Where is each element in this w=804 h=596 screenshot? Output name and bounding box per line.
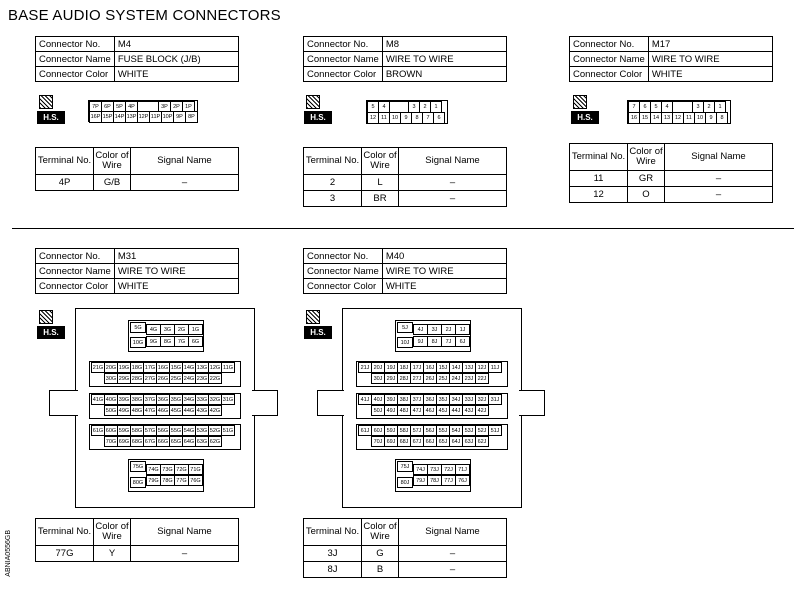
- pin-cell: 68J: [397, 436, 411, 447]
- pin-cell: 8J: [427, 336, 442, 347]
- pin-cell: 39G: [117, 394, 131, 405]
- terminal-table-m40: Terminal No. Color of Wire Signal Name 3J G – 8J B –: [303, 518, 507, 578]
- pin-cell: 32J: [475, 394, 489, 405]
- pin-cell: 54J: [449, 425, 463, 436]
- pin-cell: 14P: [113, 111, 126, 123]
- pin-cell: 17J: [410, 362, 424, 373]
- pin-cell: 20J: [371, 362, 385, 373]
- pin-cell: 40G: [104, 394, 118, 405]
- pin-cell: 46J: [423, 405, 437, 416]
- connector-color: WHITE: [648, 67, 772, 82]
- pin-cell: 50G: [104, 405, 118, 416]
- pin-cell: 57G: [143, 425, 157, 436]
- connector-name: FUSE BLOCK (J/B): [114, 52, 238, 67]
- pin-cell: 7: [422, 112, 434, 124]
- connector-info-m17: Connector No. M17 Connector Name WIRE TO WIRE Connector Color WHITE: [569, 36, 773, 82]
- pin-cell: 25G: [169, 373, 183, 384]
- pin-cell: 74G: [146, 464, 161, 475]
- pin-cell: 10: [694, 112, 706, 124]
- pin-cell: 62J: [475, 436, 489, 447]
- pin-cell: 79J: [413, 475, 428, 486]
- pin-cell: 37J: [410, 394, 424, 405]
- pin-cell: 49J: [384, 405, 398, 416]
- pin-cell: 55G: [169, 425, 183, 436]
- hs-icon: H.S.: [37, 95, 65, 123]
- pin-cell: 56J: [423, 425, 437, 436]
- pin-cell: 41G: [91, 394, 105, 405]
- pin-cell: 2: [703, 101, 715, 113]
- pin-cell: 12P: [137, 111, 150, 123]
- table-row: 77G Y –: [36, 546, 239, 562]
- pin-cell: 56G: [156, 425, 170, 436]
- connector-info-m8: Connector No. M8 Connector Name WIRE TO WIRE Connector Color BROWN: [303, 36, 507, 82]
- pin-cell: 34J: [449, 394, 463, 405]
- pin-cell: 12G: [208, 362, 222, 373]
- pin-cell: 47G: [143, 405, 157, 416]
- connector-no: M4: [114, 37, 238, 52]
- pin-cell: 5G: [130, 322, 146, 333]
- pin-cell: 5: [650, 101, 662, 113]
- pin-cell: 22J: [475, 373, 489, 384]
- pin-cell: 23J: [462, 373, 476, 384]
- pin-cell: 15: [639, 112, 651, 124]
- pin-cell: 23G: [195, 373, 209, 384]
- pin-cell: 45J: [436, 405, 450, 416]
- pin-cell: 51J: [488, 425, 502, 436]
- pin-cell: 69G: [117, 436, 131, 447]
- pin-cell: 26G: [156, 373, 170, 384]
- pin-cell: 9P: [173, 111, 186, 123]
- pin-cell: 8: [716, 112, 728, 124]
- pin-cell: 8: [411, 112, 423, 124]
- pin-cell: 7P: [89, 101, 102, 113]
- pin-cell: 53J: [462, 425, 476, 436]
- pin-cell: 11J: [488, 362, 502, 373]
- connector-name: WIRE TO WIRE: [114, 264, 238, 279]
- connector-color: WHITE: [114, 279, 238, 294]
- pin-cell: 58J: [397, 425, 411, 436]
- page-title: BASE AUDIO SYSTEM CONNECTORS: [8, 7, 281, 24]
- table-row: 8J B –: [304, 562, 507, 578]
- pin-cell: 4: [661, 101, 673, 113]
- pin-cell: 9: [400, 112, 412, 124]
- pin-cell: 46G: [156, 405, 170, 416]
- pin-cell: 49G: [117, 405, 131, 416]
- pin-cell: 11P: [149, 111, 162, 123]
- pin-cell: 50J: [371, 405, 385, 416]
- pin-cell: 20G: [104, 362, 118, 373]
- pin-cell: 9G: [146, 336, 161, 347]
- pin-cell: 11G: [221, 362, 235, 373]
- pin-cell: 33G: [195, 394, 209, 405]
- pin-cell: 70J: [371, 436, 385, 447]
- pin-cell: 1P: [182, 101, 195, 113]
- pin-cell: 12: [367, 112, 379, 124]
- pin-cell: 24G: [182, 373, 196, 384]
- pin-cell: 3J: [427, 324, 442, 335]
- connector-name: WIRE TO WIRE: [382, 264, 506, 279]
- pin-cell: 80J: [397, 477, 413, 488]
- pin-cell: 51G: [221, 425, 235, 436]
- pin-cell: 61J: [358, 425, 372, 436]
- table-row: 11 GR –: [570, 171, 773, 187]
- pin-cell: 14G: [182, 362, 196, 373]
- pin-cell: 71J: [455, 464, 470, 475]
- pin-cell: 35J: [436, 394, 450, 405]
- connector-info-m4: Connector No. M4 Connector Name FUSE BLOCK (J/B) Connector Color WHITE: [35, 36, 239, 82]
- pin-cell: 43G: [195, 405, 209, 416]
- pin-cell: 10G: [130, 337, 146, 348]
- pin-cell: 4J: [413, 324, 428, 335]
- pin-cell: 2P: [170, 101, 183, 113]
- pin-cell: 19G: [117, 362, 131, 373]
- terminal-table-m17: Terminal No. Color of Wire Signal Name 11 GR – 12 O –: [569, 143, 773, 203]
- terminal-table-m31: Terminal No. Color of Wire Signal Name 77G Y –: [35, 518, 239, 562]
- connector-name: WIRE TO WIRE: [382, 52, 506, 67]
- figure-code: ABNIA0556GB: [5, 530, 12, 577]
- pin-cell: 7G: [174, 336, 189, 347]
- pin-cell: 21J: [358, 362, 372, 373]
- m17-connector-face: [627, 100, 731, 124]
- hs-icon: H.S.: [304, 95, 332, 123]
- pin-cell: 63G: [195, 436, 209, 447]
- pin-cell: 4P: [125, 101, 138, 113]
- pin-cell: 6P: [101, 101, 114, 113]
- connector-color: WHITE: [114, 67, 238, 82]
- pin-cell: 76G: [188, 475, 203, 486]
- pin-cell: 1: [714, 101, 726, 113]
- pin-cell: 11: [378, 112, 390, 124]
- m40-latch-right: [519, 390, 545, 416]
- pin-cell: 4G: [146, 324, 161, 335]
- section-divider: [12, 228, 794, 229]
- pin-cell: 16J: [423, 362, 437, 373]
- connector-color: WHITE: [382, 279, 506, 294]
- pin-cell: 10J: [397, 337, 413, 348]
- pin-cell: 2J: [441, 324, 456, 335]
- pin-cell: 22G: [208, 373, 222, 384]
- pin-cell: 37G: [143, 394, 157, 405]
- pin-cell: 1: [430, 101, 442, 113]
- pin-cell: 33J: [462, 394, 476, 405]
- pin-cell: 65G: [169, 436, 183, 447]
- pin-cell: 42G: [208, 405, 222, 416]
- pin-cell: 40J: [371, 394, 385, 405]
- table-row: 4P G/B –: [36, 175, 239, 191]
- hs-icon: H.S.: [571, 95, 599, 123]
- pin-cell: 80G: [130, 477, 146, 488]
- pin-cell: 24J: [449, 373, 463, 384]
- pin-cell: 17G: [143, 362, 157, 373]
- pin-cell: 1J: [455, 324, 470, 335]
- pin-cell: 3: [692, 101, 704, 113]
- pin-cell: 57J: [410, 425, 424, 436]
- pin-cell: 64J: [449, 436, 463, 447]
- pin-cell: 78G: [160, 475, 175, 486]
- table-row: 3J G –: [304, 546, 507, 562]
- pin-cell: 32G: [208, 394, 222, 405]
- pin-cell: 6G: [188, 336, 203, 347]
- pin-cell: 13: [661, 112, 673, 124]
- pin-cell: 34G: [182, 394, 196, 405]
- table-row: 3 BR –: [304, 191, 507, 207]
- pin-cell: 62G: [208, 436, 222, 447]
- pin-cell: 38J: [397, 394, 411, 405]
- pin-cell: 19J: [384, 362, 398, 373]
- pin-cell: 73J: [427, 464, 442, 475]
- pin-cell: 41J: [358, 394, 372, 405]
- pin-cell: 29J: [384, 373, 398, 384]
- pin-cell: 54G: [182, 425, 196, 436]
- pin-cell: 72G: [174, 464, 189, 475]
- hs-icon: H.S.: [304, 310, 332, 338]
- pin-cell: 15J: [436, 362, 450, 373]
- pin-cell: 60J: [371, 425, 385, 436]
- pin-cell: 5J: [397, 322, 413, 333]
- pin-cell: 67J: [410, 436, 424, 447]
- m31-latch-left: [49, 390, 78, 416]
- pin-cell: 13G: [195, 362, 209, 373]
- pin-cell: 11: [683, 112, 695, 124]
- pin-cell: 66J: [423, 436, 437, 447]
- terminal-table-m8: Terminal No. Color of Wire Signal Name 2 L – 3 BR –: [303, 147, 507, 207]
- connector-info-m40: Connector No. M40 Connector Name WIRE TO WIRE Connector Color WHITE: [303, 248, 507, 294]
- pin-cell: 44J: [449, 405, 463, 416]
- pin-cell: 25J: [436, 373, 450, 384]
- pin-cell: 16G: [156, 362, 170, 373]
- pin-cell: 48J: [397, 405, 411, 416]
- pin-cell: 78J: [427, 475, 442, 486]
- pin-cell: 10P: [161, 111, 174, 123]
- pin-cell: 30J: [371, 373, 385, 384]
- pin-cell: 28J: [397, 373, 411, 384]
- m4-connector-face: [88, 100, 198, 122]
- pin-cell: 36G: [156, 394, 170, 405]
- pin-cell: 77G: [174, 475, 189, 486]
- pin-cell: 1G: [188, 324, 203, 335]
- connector-no: M31: [114, 249, 238, 264]
- connector-name: WIRE TO WIRE: [648, 52, 772, 67]
- pin-cell: 8G: [160, 336, 175, 347]
- pin-cell: 71G: [188, 464, 203, 475]
- pin-cell: 18G: [130, 362, 144, 373]
- pin-cell: 3G: [160, 324, 175, 335]
- pin-cell: 16: [628, 112, 640, 124]
- pin-cell: 3P: [158, 101, 171, 113]
- m40-latch-left: [317, 390, 344, 416]
- pin-cell: 45G: [169, 405, 183, 416]
- pin-cell: 59J: [384, 425, 398, 436]
- pin-cell: 12: [672, 112, 684, 124]
- pin-cell: 63J: [462, 436, 476, 447]
- pin-cell: 76J: [455, 475, 470, 486]
- pin-cell: 53G: [195, 425, 209, 436]
- m8-connector-face: [366, 100, 448, 124]
- pin-cell: 43J: [462, 405, 476, 416]
- pin-cell: 70G: [104, 436, 118, 447]
- pin-cell: 13P: [125, 111, 138, 123]
- pin-cell: 77J: [441, 475, 456, 486]
- pin-cell: 65J: [436, 436, 450, 447]
- pin-cell: 79G: [146, 475, 161, 486]
- pin-cell: 5P: [113, 101, 126, 113]
- pin-cell: 27G: [143, 373, 157, 384]
- pin-cell: 8P: [185, 111, 198, 123]
- m31-latch-right: [252, 390, 278, 416]
- pin-cell: 47J: [410, 405, 424, 416]
- pin-cell: 21G: [91, 362, 105, 373]
- pin-cell: 6J: [455, 336, 470, 347]
- pin-cell: 2G: [174, 324, 189, 335]
- pin-cell: 52G: [208, 425, 222, 436]
- connector-info-m31: Connector No. M31 Connector Name WIRE TO WIRE Connector Color WHITE: [35, 248, 239, 294]
- pin-cell: 29G: [117, 373, 131, 384]
- pin-cell: 75G: [130, 461, 146, 472]
- pin-cell: 31G: [221, 394, 235, 405]
- pin-cell: 6: [639, 101, 651, 113]
- pin-cell: 61G: [91, 425, 105, 436]
- connector-no: M40: [382, 249, 506, 264]
- pin-cell: 12J: [475, 362, 489, 373]
- pin-cell: 9J: [413, 336, 428, 347]
- pin-cell: 64G: [182, 436, 196, 447]
- pin-cell: 73G: [160, 464, 175, 475]
- pin-cell: 14: [650, 112, 662, 124]
- pin-cell: 13J: [462, 362, 476, 373]
- pin-cell: 7J: [441, 336, 456, 347]
- pin-cell: 26J: [423, 373, 437, 384]
- pin-cell: 75J: [397, 461, 413, 472]
- pin-cell: 67G: [143, 436, 157, 447]
- pin-cell: 59G: [117, 425, 131, 436]
- pin-cell: 72J: [441, 464, 456, 475]
- pin-cell: 31J: [488, 394, 502, 405]
- pin-cell: 35G: [169, 394, 183, 405]
- pin-cell: 7: [628, 101, 640, 113]
- pin-cell: 38G: [130, 394, 144, 405]
- table-row: 2 L –: [304, 175, 507, 191]
- pin-cell: 16P: [89, 111, 102, 123]
- pin-cell: 28G: [130, 373, 144, 384]
- pin-cell: 2: [419, 101, 431, 113]
- pin-cell: 55J: [436, 425, 450, 436]
- pin-cell: 4: [378, 101, 390, 113]
- pin-cell: 3: [408, 101, 420, 113]
- pin-cell: 68G: [130, 436, 144, 447]
- pin-cell: 44G: [182, 405, 196, 416]
- pin-cell: 48G: [130, 405, 144, 416]
- terminal-table-m4: Terminal No. Color of Wire Signal Name 4P G/B –: [35, 147, 239, 191]
- pin-cell: 60G: [104, 425, 118, 436]
- table-row: 12 O –: [570, 187, 773, 203]
- pin-cell: 10: [389, 112, 401, 124]
- pin-cell: 9: [705, 112, 717, 124]
- pin-cell: 5: [367, 101, 379, 113]
- pin-cell: 6: [433, 112, 445, 124]
- pin-cell: 58G: [130, 425, 144, 436]
- connector-no: M17: [648, 37, 772, 52]
- pin-cell: 74J: [413, 464, 428, 475]
- pin-cell: 27J: [410, 373, 424, 384]
- pin-cell: 66G: [156, 436, 170, 447]
- pin-cell: 18J: [397, 362, 411, 373]
- pin-cell: 15P: [101, 111, 114, 123]
- connector-color: BROWN: [382, 67, 506, 82]
- hs-icon: H.S.: [37, 310, 65, 338]
- pin-cell: 42J: [475, 405, 489, 416]
- pin-cell: 30G: [104, 373, 118, 384]
- pin-cell: 36J: [423, 394, 437, 405]
- pin-cell: 15G: [169, 362, 183, 373]
- pin-cell: 52J: [475, 425, 489, 436]
- pin-cell: 69J: [384, 436, 398, 447]
- pin-cell: 14J: [449, 362, 463, 373]
- pin-cell: 39J: [384, 394, 398, 405]
- connector-no: M8: [382, 37, 506, 52]
